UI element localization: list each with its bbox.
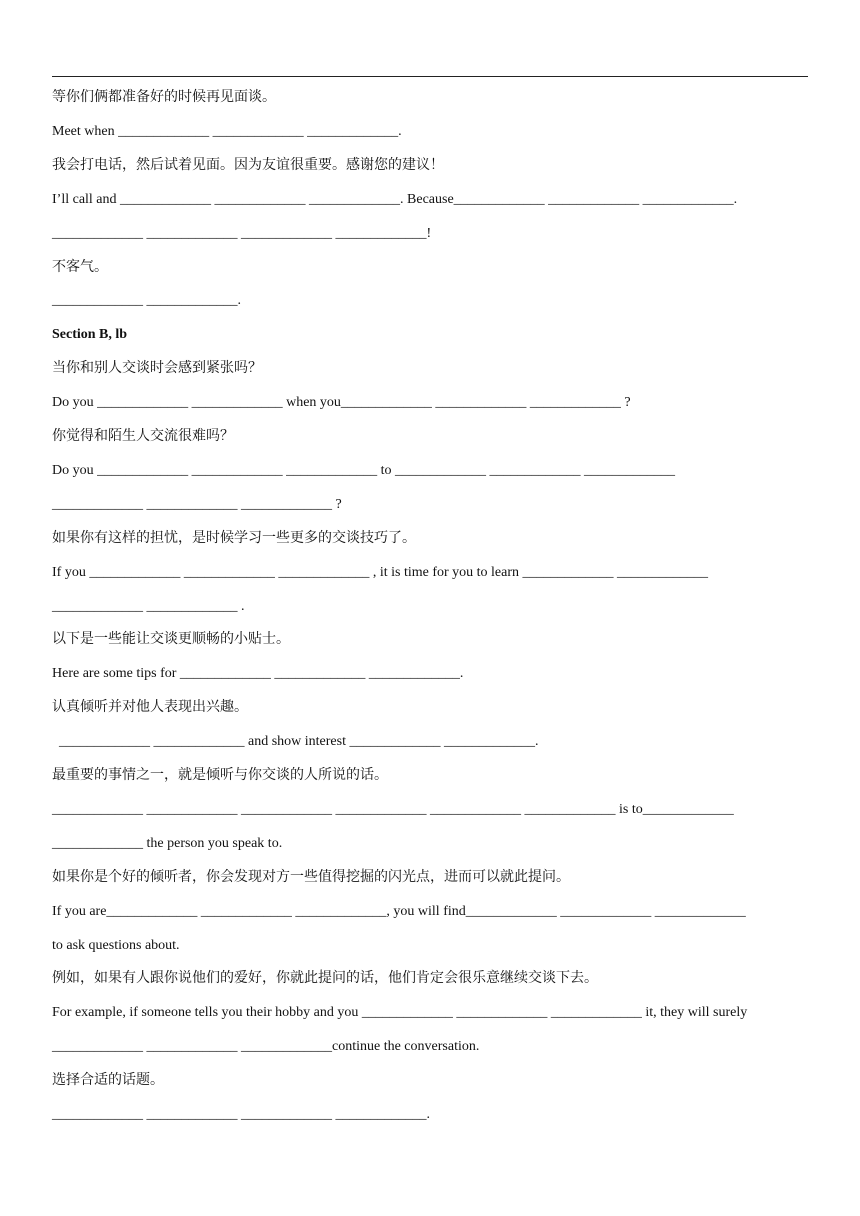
chinese-prompt-line: 等你们俩都准备好的时候再见面谈。 bbox=[52, 90, 276, 105]
english-fill-blank-line: _____________ _____________ and show interest _____________ _____________. bbox=[52, 734, 539, 749]
chinese-prompt-line: 选择合适的话题。 bbox=[52, 1073, 164, 1088]
english-fill-blank-line: For example, if someone tells you their hobby and you _____________ _____________ _____________ it, they will surely bbox=[52, 1005, 748, 1020]
chinese-prompt-line: 例如，如果有人跟你说他们的爱好，你就此提问的话，他们肯定会很乐意继续交谈下去。 bbox=[52, 971, 598, 986]
english-fill-blank-line: _____________ _____________ _____________ _____________ _____________ _____________ is to_____________ bbox=[52, 802, 734, 817]
english-fill-blank-line: Here are some tips for _____________ _____________ _____________. bbox=[52, 666, 464, 681]
english-fill-blank-line: _____________ _____________ . bbox=[52, 599, 245, 614]
english-fill-blank-line: Do you _____________ _____________ when you_____________ _____________ _____________ ? bbox=[52, 395, 631, 410]
english-fill-blank-line: I’ll call and _____________ _____________ _____________. Because_____________ _____________ _____________. bbox=[52, 192, 738, 207]
chinese-prompt-line: 当你和别人交谈时会感到紧张吗？ bbox=[52, 361, 262, 376]
english-fill-blank-line: If you _____________ _____________ _____________ , it is time for you to learn _____________ _____________ bbox=[52, 565, 709, 580]
chinese-prompt-line: 如果你有这样的担忧，是时候学习一些更多的交谈技巧了。 bbox=[52, 531, 416, 546]
chinese-prompt-line: 以下是一些能让交谈更顺畅的小贴士。 bbox=[52, 632, 290, 647]
english-fill-blank-line: _____________ _____________ _____________ ? bbox=[52, 497, 342, 512]
english-fill-blank-line: Do you _____________ _____________ _____________ to _____________ _____________ _____________ bbox=[52, 463, 675, 478]
english-fill-blank-line: _____________ _____________ _____________ _____________. bbox=[52, 1107, 430, 1122]
english-fill-blank-line: _____________ _____________. bbox=[52, 293, 241, 308]
chinese-prompt-line: 最重要的事情之一，就是倾听与你交谈的人所说的话。 bbox=[52, 768, 388, 783]
chinese-prompt-line: 不客气。 bbox=[52, 260, 108, 275]
english-fill-blank-line: _____________ _____________ _____________continue the conversation. bbox=[52, 1039, 480, 1054]
english-fill-blank-line: to ask questions about. bbox=[52, 938, 180, 953]
english-fill-blank-line: If you are_____________ _____________ _____________, you will find_____________ _____________ _____________ bbox=[52, 904, 746, 919]
header-rule bbox=[52, 76, 808, 77]
english-fill-blank-line: _____________ _____________ _____________ _____________! bbox=[52, 226, 432, 241]
chinese-prompt-line: 你觉得和陌生人交流很难吗？ bbox=[52, 429, 234, 444]
english-fill-blank-line: Meet when _____________ _____________ _____________. bbox=[52, 124, 402, 139]
chinese-prompt-line: 如果你是个好的倾听者，你会发现对方一些值得挖掘的闪光点，进而可以就此提问。 bbox=[52, 870, 570, 885]
chinese-prompt-line: 认真倾听并对他人表现出兴趣。 bbox=[52, 700, 248, 715]
section-heading: Section B, lb bbox=[52, 327, 128, 342]
chinese-prompt-line: 我会打电话，然后试着见面。因为友谊很重要。感谢您的建议！ bbox=[52, 158, 444, 173]
english-fill-blank-line: _____________ the person you speak to. bbox=[52, 836, 283, 851]
